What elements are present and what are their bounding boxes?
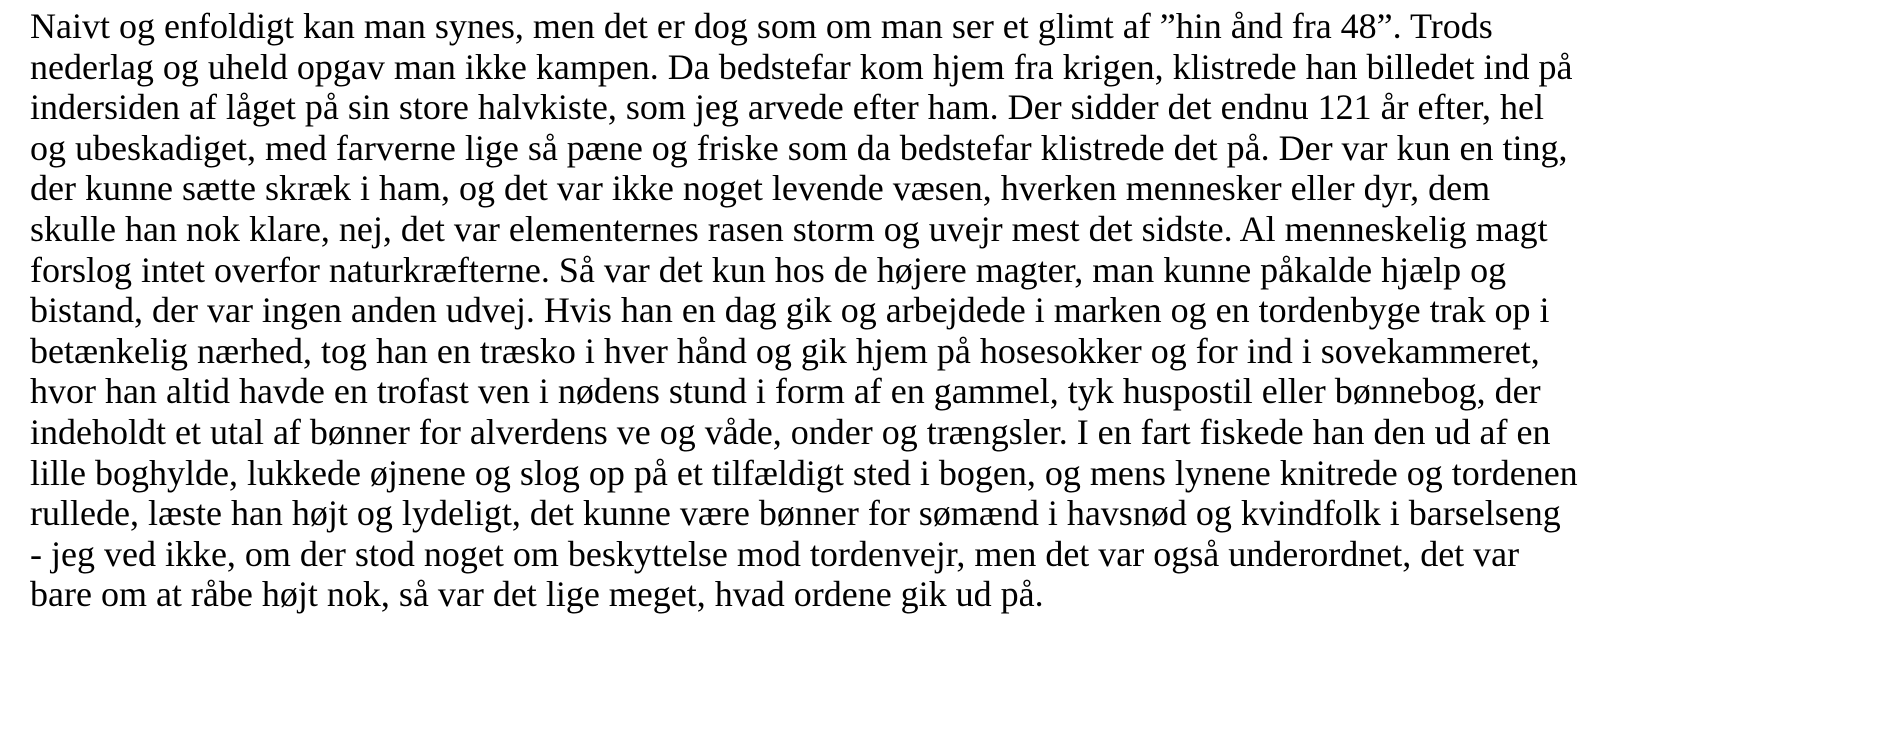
text-line: der kunne sætte skræk i ham, og det var ikke noget levende væsen, hverken mennesker eller dyr, dem <box>30 168 1491 209</box>
text-line: nederlag og uheld opgav man ikke kampen. Da bedstefar kom hjem fra krigen, klistrede han billedet ind på <box>30 46 1573 87</box>
text-line: forslog intet overfor naturkræfterne. Så var det kun hos de højere magter, man kunne påkalde hjælp og <box>30 249 1507 290</box>
text-line: betænkelig nærhed, tog han en træsko i hver hånd og gik hjem på hosesokker og for ind i sovekammeret, <box>30 330 1540 371</box>
text-line: og ubeskadiget, med farverne lige så pæne og friske som da bedstefar klistrede det på. Der var kun en ting, <box>30 127 1568 168</box>
text-line: Naivt og enfoldigt kan man synes, men det er dog som om man ser et glimt af ”hin ånd fra 48”. Trods <box>30 6 1493 46</box>
text-line: indersiden af låget på sin store halvkiste, som jeg arvede efter ham. Der sidder det endnu 121 år efter, hel <box>30 87 1545 128</box>
body-paragraph <box>30 6 1900 615</box>
text-line: bistand, der var ingen anden udvej. Hvis han en dag gik og arbejdede i marken og en tordenbyge trak op i <box>30 290 1550 331</box>
text-line: bare om at råbe højt nok, så var det lige meget, hvad ordene gik ud på. <box>30 574 1044 615</box>
text-line: - jeg ved ikke, om der stod noget om beskyttelse mod tordenvejr, men det var også underordnet, det var <box>30 533 1520 574</box>
text-line: indeholdt et utal af bønner for alverdens ve og våde, onder og trængsler. I en fart fiskede han den ud af en <box>30 411 1551 452</box>
text-line: hvor han altid havde en trofast ven i nødens stund i form af en gammel, tyk huspostil eller bønnebog, der <box>30 371 1541 412</box>
text-line: lille boghylde, lukkede øjnene og slog op på et tilfældigt sted i bogen, og mens lynene knitrede og tordenen <box>30 452 1578 493</box>
text-line: rullede, læste han højt og lydeligt, det kunne være bønner for sømænd i havsnød og kvindfolk i barselseng <box>30 493 1561 534</box>
text-line: skulle han nok klare, nej, det var elementernes rasen storm og uvejr mest det sidste. Al menneskelig magt <box>30 208 1548 249</box>
